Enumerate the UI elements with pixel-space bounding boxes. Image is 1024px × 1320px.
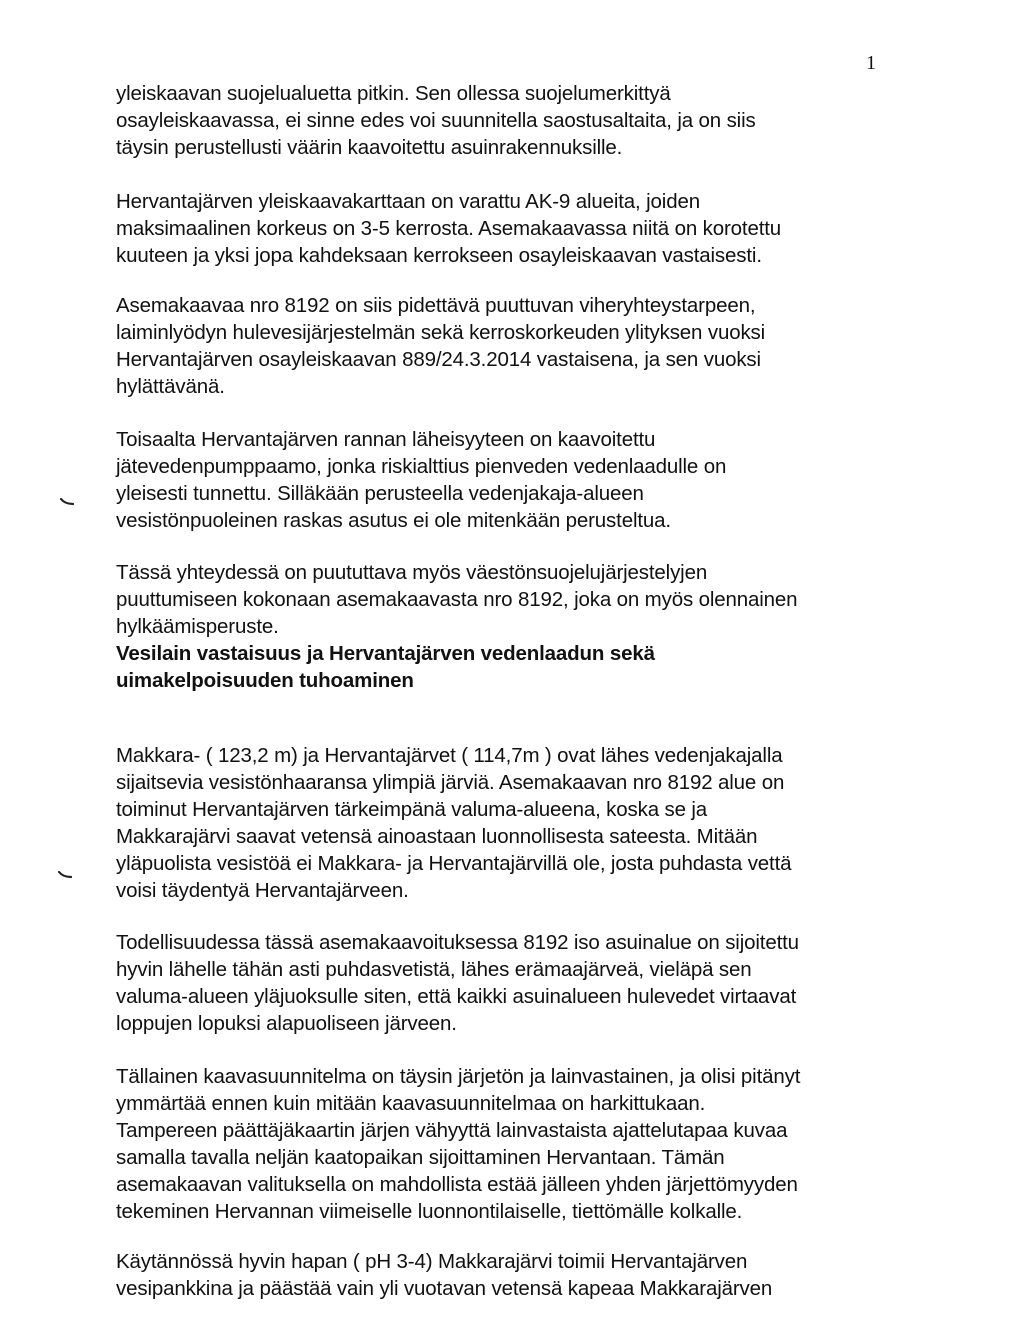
- text-line: Hervantajärven osayleiskaavan 889/24.3.2014 vastaisena, ja sen vuoksi: [116, 348, 761, 371]
- margin-tick-mark: [60, 498, 74, 506]
- heading-line: uimakelpoisuuden tuhoaminen: [116, 669, 414, 692]
- text-line: maksimaalinen korkeus on 3-5 kerrosta. Asemakaavassa niitä on korotettu: [116, 217, 782, 240]
- text-line: kuuteen ja yksi jopa kahdeksaan kerrokseen osayleiskaavan vastaisesti.: [116, 244, 762, 267]
- text-line: voisi täydentyä Hervantajärveen.: [116, 879, 409, 902]
- text-line: jätevedenpumppaamo, jonka riskialttius pienveden vedenlaadulle on: [116, 455, 727, 478]
- text-line: valuma-alueen yläjuoksulle siten, että kaikki asuinalueen hulevedet virtaavat: [116, 985, 797, 1008]
- text-line: Asemakaavaa nro 8192 on siis pidettävä puuttuvan viheryhteystarpeen,: [116, 294, 756, 317]
- text-line: Tampereen päättäjäkaartin järjen vähyyttä lainvastaista ajattelutapaa kuvaa: [116, 1119, 788, 1142]
- text-line: samalla tavalla neljän kaatopaikan sijoittaminen Hervantaan. Tämän: [116, 1146, 725, 1169]
- text-line: vesipankkina ja päästää vain yli vuotavan vetensä kapeaa Makkarajärven: [116, 1277, 773, 1300]
- text-line: puuttumiseen kokonaan asemakaavasta nro 8192, joka on myös olennainen: [116, 588, 798, 611]
- text-line: Tässä yhteydessä on puututtava myös väestönsuojelujärjestelyjen: [116, 561, 708, 584]
- paragraph-pumping-station: [116, 426, 916, 534]
- text-line: Käytännössä hyvin hapan ( pH 3-4) Makkarajärvi toimii Hervantajärven: [116, 1250, 748, 1273]
- text-line: yleiskaavan suojelualuetta pitkin. Sen ollessa suojelumerkittyä: [116, 82, 671, 105]
- text-line: laiminlyödyn hulevesijärjestelmän sekä kerroskorkeuden ylityksen vuoksi: [116, 321, 766, 344]
- paragraph-plan-rejection: [116, 292, 916, 400]
- text-line: asemakaavan valituksella on mahdollista estää jälleen yhden järjettömyyden: [116, 1173, 798, 1196]
- paragraph-lakes: [116, 742, 916, 904]
- text-line: Makkara- ( 123,2 m) ja Hervantajärvet ( 114,7m ) ovat lähes vedenjakajalla: [116, 744, 783, 767]
- text-line: Toisaalta Hervantajärven rannan läheisyyteen on kaavoitettu: [116, 428, 656, 451]
- text-line: Makkarajärvi saavat vetensä ainoastaan luonnollisesta sateesta. Mitään: [116, 825, 758, 848]
- text-line: hylättävänä.: [116, 375, 225, 398]
- text-line: yläpuolista vesistöä ei Makkara- ja Hervantajärvillä ole, josta puhdasta vettä: [116, 852, 792, 875]
- paragraph-civil-defence: [116, 559, 916, 640]
- paragraph-unlawful-plan: [116, 1063, 916, 1225]
- text-line: hylkäämisperuste.: [116, 615, 279, 638]
- text-line: toiminut Hervantajärven tärkeimpänä valuma-alueena, koska se ja: [116, 798, 708, 821]
- paragraph-residential-area: [116, 929, 916, 1037]
- text-line: tekeminen Hervannan viimeiselle luonnontilaiselle, tiettömälle kolkalle.: [116, 1200, 743, 1223]
- text-line: yleisesti tunnettu. Silläkään perusteella vedenjakaja-alueen: [116, 482, 644, 505]
- page-number: 1: [866, 52, 876, 74]
- heading-line: Vesilain vastaisuus ja Hervantajärven vedenlaadun sekä: [116, 642, 655, 665]
- paragraph-building-heights: [116, 188, 916, 269]
- paragraph-protected-area: [116, 80, 916, 161]
- paragraph-water-bank: [116, 1248, 916, 1302]
- text-line: sijaitsevia vesistönhaaransa ylimpiä järviä. Asemakaavan nro 8192 alue on: [116, 771, 785, 794]
- text-line: Hervantajärven yleiskaavakarttaan on varattu AK-9 alueita, joiden: [116, 190, 700, 213]
- text-line: Tällainen kaavasuunnitelma on täysin järjetön ja lainvastainen, ja olisi pitänyt: [116, 1065, 801, 1088]
- text-line: hyvin lähelle tähän asti puhdasvetistä, lähes erämaajärveä, vieläpä sen: [116, 958, 752, 981]
- text-line: osayleiskaavassa, ei sinne edes voi suunnitella saostusaltaita, ja on siis: [116, 109, 756, 132]
- text-line: ymmärtää ennen kuin mitään kaavasuunnitelmaa on harkittukaan.: [116, 1092, 706, 1115]
- margin-tick-mark: [58, 871, 72, 879]
- text-line: täysin perustellusti väärin kaavoitettu asuinrakennuksille.: [116, 136, 623, 159]
- section-heading: [116, 640, 916, 694]
- text-line: Todellisuudessa tässä asemakaavoituksessa 8192 iso asuinalue on sijoitettu: [116, 931, 799, 954]
- text-line: loppujen lopuksi alapuoliseen järveen.: [116, 1012, 457, 1035]
- text-line: vesistönpuoleinen raskas asutus ei ole mitenkään perusteltua.: [116, 509, 671, 532]
